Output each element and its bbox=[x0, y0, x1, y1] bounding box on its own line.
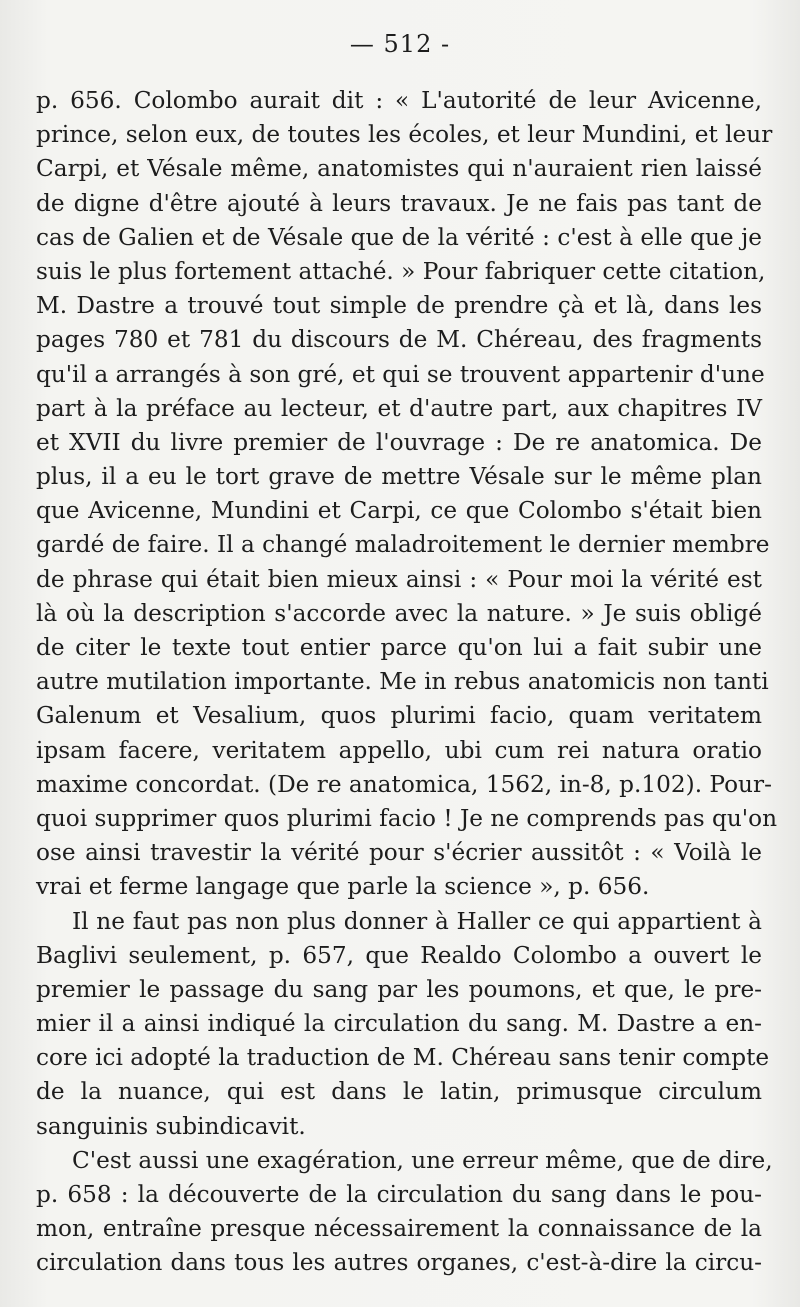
text-line: Carpi, et Vésale même, anatomistes qui n'auraient rien laissé bbox=[36, 155, 762, 183]
text-line: pages 780 et 781 du discours de M. Chéreau, des fragments bbox=[36, 326, 762, 354]
text-line: mier il a ainsi indiqué la circulation du sang. M. Dastre a en- bbox=[36, 1010, 762, 1038]
text-line: core ici adopté la traduction de M. Chéreau sans tenir compte bbox=[36, 1044, 770, 1072]
text-line: gardé de faire. Il a changé maladroitement le dernier membre bbox=[36, 531, 770, 559]
text-line: que Avicenne, Mundini et Carpi, ce que Colombo s'était bien bbox=[36, 497, 762, 525]
text-line: Galenum et Vesalium, quos plurimi facio, quam veritatem bbox=[36, 702, 762, 730]
text-line: et XVII du livre premier de l'ouvrage : De re anatomica. De bbox=[36, 428, 762, 456]
text-line: p. 658 : la découverte de la circulation du sang dans le pou- bbox=[36, 1181, 762, 1208]
text-line: maxime concordat. (De re anatomica, 1562, in-8, p.102). Pour- bbox=[36, 770, 772, 798]
text-line: ose ainsi travestir la vérité pour s'écrier aussitôt : « Voilà le bbox=[36, 839, 762, 867]
text-line: quoi supprimer quos plurimi facio ! Je ne comprends pas qu'on bbox=[36, 804, 778, 832]
text-line: mon, entraîne presque nécessairement la connaissance de la bbox=[36, 1215, 762, 1243]
page-number: — 512 - bbox=[349, 30, 451, 58]
text-line: plus, il a eu le tort grave de mettre Vésale sur le même plan bbox=[36, 463, 762, 491]
text-line: autre mutilation importante. Me in rebus anatomicis non tanti bbox=[36, 668, 769, 696]
text-line: suis le plus fortement attaché. » Pour fabriquer cette citation, bbox=[36, 257, 766, 285]
text-line: C'est aussi une exagération, une erreur même, que de dire, bbox=[72, 1146, 773, 1174]
text-line: là où la description s'accorde avec la nature. » Je suis obligé bbox=[36, 599, 762, 627]
text-line: de phrase qui était bien mieux ainsi : « Pour moi la vérité est bbox=[36, 565, 762, 593]
text-line: sanguinis subindicavit. bbox=[36, 1112, 306, 1140]
text-line: vrai et ferme langage que parle la science », p. 656. bbox=[36, 873, 650, 901]
text-line: de citer le texte tout entier parce qu'on lui a fait subir une bbox=[36, 634, 762, 661]
text-line: ipsam facere, veritatem appello, ubi cum rei natura oratio bbox=[36, 736, 762, 764]
text-line: Il ne faut pas non plus donner à Haller ce qui appartient à bbox=[72, 907, 762, 935]
text-line: prince, selon eux, de toutes les écoles, et leur Mundini, et leur bbox=[36, 121, 773, 149]
text-line: circulation dans tous les autres organes, c'est-à-dire la circu- bbox=[36, 1249, 762, 1277]
body-text bbox=[36, 84, 778, 1281]
text-line: part à la préface au lecteur, et d'autre part, aux chapitres IV bbox=[36, 394, 762, 422]
text-line: premier le passage du sang par les poumons, et que, le pre- bbox=[36, 975, 762, 1003]
text-line: de digne d'être ajouté à leurs travaux. Je ne fais pas tant de bbox=[36, 189, 762, 217]
text-line: cas de Galien et de Vésale que de la vérité : c'est à elle que je bbox=[36, 223, 762, 251]
text-line: Baglivi seulement, p. 657, que Realdo Colombo a ouvert le bbox=[36, 941, 762, 969]
text-line: p. 656. Colombo aurait dit : « L'autorité de leur Avicenne, bbox=[36, 87, 762, 114]
text-line: qu'il a arrangés à son gré, et qui se trouvent appartenir d'une bbox=[36, 360, 765, 388]
text-line: de la nuance, qui est dans le latin, primusque circulum bbox=[36, 1078, 762, 1106]
text-line: M. Dastre a trouvé tout simple de prendre çà et là, dans les bbox=[36, 292, 762, 320]
